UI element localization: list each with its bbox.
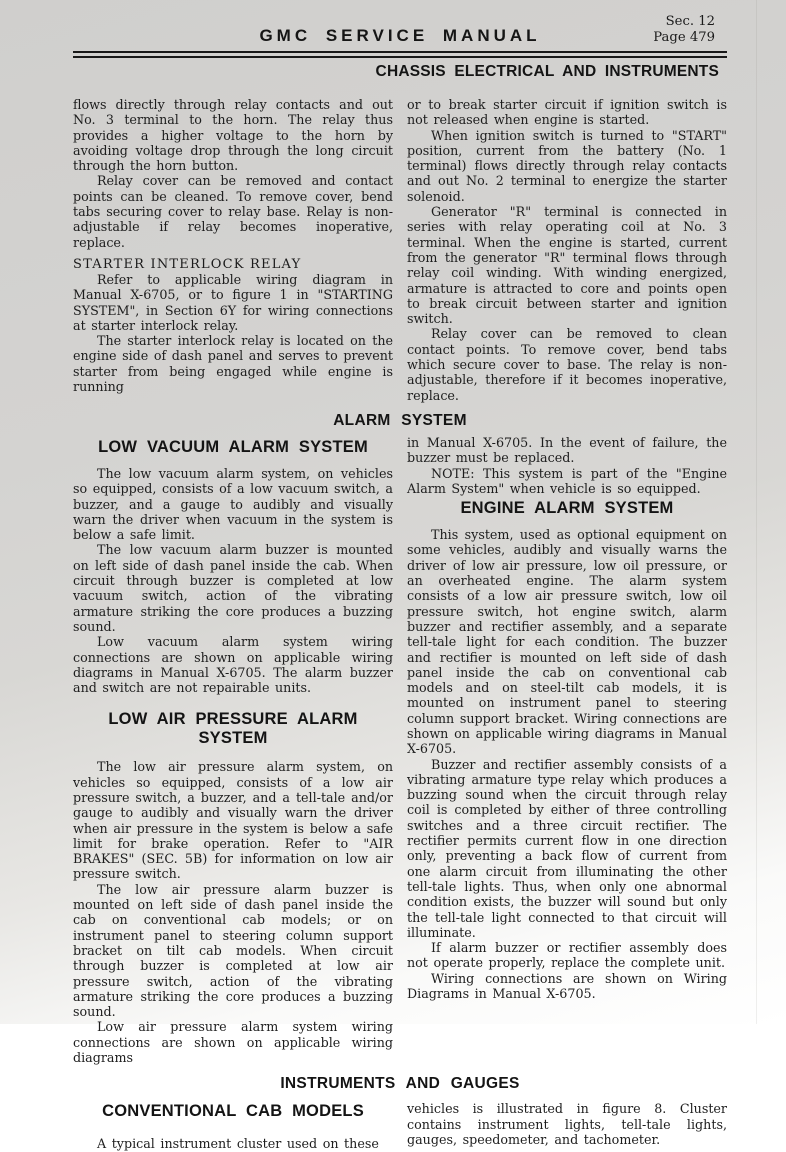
masthead — [73, 14, 727, 48]
paragraph: If alarm buzzer or rectifier assembly does not operate properly, replace the complete unit. — [407, 940, 727, 971]
header-double-rule — [73, 51, 727, 58]
manual-title: GMC SERVICE MANUAL — [259, 26, 541, 45]
page-content — [73, 0, 727, 1152]
page-number-label: Page 479 — [653, 30, 715, 45]
engine-alarm-system-heading: ENGINE ALARM SYSTEM — [460, 499, 674, 518]
paragraph: flows directly through relay contacts and out No. 3 terminal to the horn. The relay thus provides a higher voltage to the horn by avoiding voltage drop through the long circuit through the horn button. — [73, 97, 393, 174]
conventional-cab-models-heading: CONVENTIONAL CAB MODELS — [102, 1102, 364, 1121]
note-paragraph: NOTE: This system is part of the "Engine Alarm System" when vehicle is so equipped. — [407, 465, 727, 496]
top-left-column — [73, 97, 393, 403]
instruments-left-column — [73, 1100, 393, 1151]
low-air-pressure-alarm-heading: LOW AIR PRESSURE ALARM SYSTEM — [108, 710, 358, 748]
paragraph: Buzzer and rectifier assembly consists of a vibrating armature type relay which produces a buzzing sound when the circuit through relay coil is completed by either of three controlling switches and a three circuit rectifier. The rectifier permits current flow in one direction only, preventing a back flow of current from one alarm circuit from illuminating the other tell-tale lights. Thus, when only one abnormal condition exists, the buzzer will sound but only the tell-tale light connected to that circuit will illuminate. — [407, 756, 727, 940]
paragraph: or to break starter circuit if ignition switch is not released when engine is started. — [407, 97, 727, 128]
chapter-heading: CHASSIS ELECTRICAL AND INSTRUMENTS — [375, 63, 719, 80]
paragraph: The low vacuum alarm system, on vehicles so equipped, consists of a low vacuum switch, a buzzer, and a gauge to audibly and visually warn the driver when vacuum in the system is below a safe limit. — [73, 465, 393, 543]
top-columns — [73, 97, 727, 403]
paragraph: in Manual X-6705. In the event of failure, the buzzer must be replaced. — [407, 434, 727, 466]
paragraph: This system, used as optional equipment on some vehicles, audibly and visually warns the driver of low air pressure, low oil pressure, or an overheated engine. The alarm system consists of a low air pressure switch, low oil pressure switch, hot engine switch, alarm buzzer and rectifier assembly, and a separate tell-tale light for each condition. The buzzer and rectifier is mounted on left side of dash panel inside the cab on conventional cab models and on steel-tilt cab models, it is mounted on instrument panel to steering column support bracket. Wiring connections are shown on applicable wiring diagrams in Manual X-6705. — [407, 527, 727, 757]
instruments-right-column — [407, 1100, 727, 1151]
paragraph: The low vacuum alarm buzzer is mounted on left side of dash panel inside the cab. When circuit through buzzer is completed at low vacuum switch, action of the vibrating armature striking the core produces a buzzing sound. — [73, 542, 393, 634]
starter-interlock-relay-subheading: STARTER INTERLOCK RELAY — [73, 256, 302, 272]
top-right-column — [407, 97, 727, 403]
alarm-columns — [73, 435, 727, 1065]
scan-edge-line — [756, 0, 757, 1024]
section-label: Sec. 12 — [665, 14, 715, 29]
paragraph: A typical instrument cluster used on these — [97, 1136, 379, 1152]
paragraph: Refer to applicable wiring diagram in Manual X-6705, or to figure 1 in "STARTING SYSTEM", in Section 6Y for wiring connections at starter interlock relay. — [73, 271, 393, 333]
paragraph: Relay cover can be removed to clean contact points. To remove cover, bend tabs which secure cover to base. The relay is non-adjustable, therefore if it becomes inoperative, replace. — [407, 326, 727, 403]
alarm-right-column — [407, 435, 727, 1065]
section-page-block — [653, 14, 715, 46]
paragraph: The starter interlock relay is located on the engine side of dash panel and serves to prevent starter from being engaged while engine is running — [73, 333, 393, 395]
paragraph: Generator "R" terminal is connected in series with relay operating coil at No. 3 terminal. When the engine is started, current from the generator "R" terminal flows through relay coil winding. With winding energized, armature is attracted to core and points open to break circuit between starter and ignition switch. — [407, 204, 727, 327]
instruments-and-gauges-heading: INSTRUMENTS AND GAUGES — [280, 1075, 520, 1093]
paragraph: vehicles is illustrated in figure 8. Cluster contains instrument lights, tell-tale lights, gauges, speedometer, and tachometer. — [407, 1101, 727, 1147]
low-vacuum-alarm-heading: LOW VACUUM ALARM SYSTEM — [98, 437, 368, 456]
alarm-left-column — [73, 435, 393, 1065]
paragraph: When ignition switch is turned to "START" position, current from the battery (No. 1 terminal) flows directly through relay contacts and out No. 2 terminal to energize the starter solenoid. — [407, 127, 727, 204]
alarm-system-heading: ALARM SYSTEM — [333, 411, 467, 429]
paragraph: The low air pressure alarm system, on vehicles so equipped, consists of a low air pressure switch, a buzzer, and a tell-tale and/or gauge to audibly and visually warn the driver when air pressure in the system is below a safe limit for brake operation. Refer to "AIR BRAKES" (SEC. 5B) for information on low air pressure switch. — [73, 759, 393, 882]
paragraph: Wiring connections are shown on Wiring Diagrams in Manual X-6705. — [407, 970, 727, 1002]
instruments-columns — [73, 1100, 727, 1151]
paragraph: Relay cover can be removed and contact points can be cleaned. To remove cover, bend tabs securing cover to relay base. Relay is non-adjustable if relay becomes inoperative, replace. — [73, 173, 393, 250]
paragraph: Low vacuum alarm system wiring connections are shown on applicable wiring diagrams in Manual X-6705. The alarm buzzer and switch are not repairable units. — [73, 634, 393, 696]
paragraph: The low air pressure alarm buzzer is mounted on left side of dash panel inside the cab on conventional cab models; or on instrument panel to steering column support bracket on tilt cab models. When circuit through buzzer is completed at low air pressure switch, action of the vibrating armature striking the core produces a buzzing sound. — [73, 881, 393, 1020]
paragraph: Low air pressure alarm system wiring connections are shown on applicable wiring diagrams — [73, 1019, 393, 1066]
